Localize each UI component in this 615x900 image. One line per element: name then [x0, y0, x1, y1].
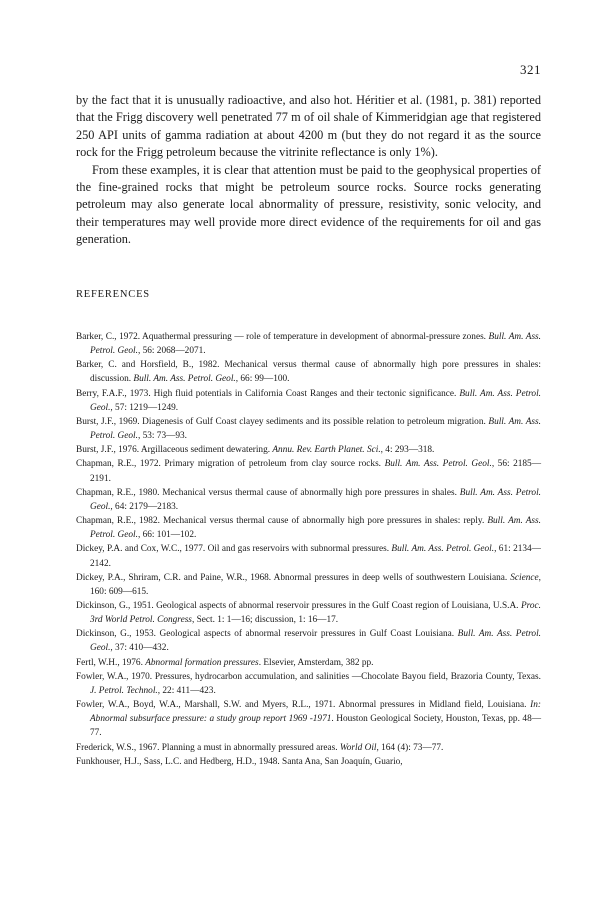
- reference-entry: [76, 755, 541, 769]
- reference-text: , 64: 2179—2183.: [110, 501, 179, 512]
- reference-text: , 37: 410—432.: [110, 643, 169, 654]
- reference-text: Chapman, R.E., 1972. Primary migration of petroleum from clay source rocks.: [76, 459, 385, 470]
- reference-entry: [76, 656, 541, 670]
- reference-text: , 66: 99—100.: [235, 374, 290, 385]
- reference-entry: [76, 741, 541, 755]
- reference-source: Bull. Am. Ass. Petrol. Geol.: [90, 487, 541, 512]
- reference-entry: [76, 571, 541, 599]
- reference-text: Fowler, W.A., Boyd, W.A., Marshall, S.W. and Myers, R.L., 1971. Abnormal pressures in Midland field, Louisiana.: [76, 700, 531, 711]
- reference-text: , 4: 293—318.: [380, 445, 435, 456]
- reference-text: Frederick, W.S., 1967. Planning a must in abnormally pressured areas.: [76, 742, 340, 753]
- reference-entry: [76, 542, 541, 570]
- reference-text: , 56: 2068—2071.: [137, 346, 206, 357]
- reference-entry: [76, 443, 541, 457]
- reference-source: Bull. Am. Ass. Petrol. Geol.: [384, 459, 492, 470]
- reference-entry: [76, 387, 541, 415]
- reference-text: Berry, F.A.F., 1973. High fluid potentials in California Coast Ranges and their tectonic significance.: [76, 388, 460, 399]
- body-text: [76, 92, 541, 249]
- reference-text: Burst, J.F., 1976. Argillaceous sediment dewatering.: [76, 445, 273, 456]
- references-heading: REFERENCES: [76, 289, 150, 300]
- reference-entry: [76, 698, 541, 740]
- reference-source: Bull. Am. Ass. Petrol. Geol.: [90, 416, 541, 442]
- reference-text: , 164 (4): 73—77.: [376, 742, 444, 753]
- reference-text: , 57: 1219—1249.: [110, 402, 179, 413]
- reference-source: Annu. Rev. Earth Planet. Sci.: [272, 445, 381, 456]
- reference-entry: [76, 486, 541, 514]
- reference-text: , 53: 73—93.: [137, 431, 188, 442]
- reference-text: Dickey, P.A., Shriram, C.R. and Paine, W.R., 1968. Abnormal pressures in deep wells of southwestern Louisiana.: [76, 572, 511, 583]
- reference-text: Fertl, W.H., 1976.: [76, 657, 146, 668]
- reference-text: , Sect. 1: 1—16; discussion, 1: 16—17.: [191, 615, 339, 626]
- reference-text: Burst, J.F., 1969. Diagenesis of Gulf Coast clayey sediments and its possible relation to petroleum migration.: [76, 416, 489, 427]
- reference-text: Dickinson, G., 1951. Geological aspects of abnormal reservoir pressures in the Gulf Coast region of Louisiana, U.S.A.: [76, 600, 521, 611]
- reference-source: Science: [510, 572, 539, 583]
- reference-source: J. Petrol. Technol.: [90, 685, 158, 696]
- reference-entry: [76, 599, 541, 627]
- reference-text: . Elsevier, Amsterdam, 382 pp.: [258, 657, 374, 668]
- references-list: [76, 330, 541, 769]
- paragraph: by the fact that it is unusually radioactive, and also hot. Héritier et al. (1981, p. 381) reported that the Frigg discovery well penetrated 77 m of oil shale of Kimmeridgian age that registered 250 API units of gamma radiation at about 4200 m (but they do not regard it as the source rock for the Frigg petroleum because the vitrinite reflectance is only 1%).: [76, 93, 541, 160]
- reference-entry: [76, 330, 541, 358]
- reference-text: , 22: 411—423.: [157, 685, 216, 696]
- reference-text: Barker, C., 1972. Aquathermal pressuring — role of temperature in development of abnormal-pressure zones.: [76, 332, 489, 342]
- reference-text: Chapman, R.E., 1982. Mechanical versus thermal cause of abnormally high pore pressures in shales: reply.: [76, 516, 488, 527]
- reference-source: World Oil: [339, 742, 377, 753]
- reference-text: Barker, C. and Horsfield, B., 1982. Mechanical versus thermal cause of abnormally high pore pressures in shales: discussion.: [76, 360, 541, 385]
- reference-source: Abnormal formation pressures: [145, 657, 259, 668]
- reference-source: Bull. Am. Ass. Petrol. Geol.: [90, 332, 541, 357]
- page-number: 321: [520, 62, 541, 77]
- reference-entry: [76, 358, 541, 386]
- reference-text: , 56: 2185—2191.: [90, 459, 542, 484]
- reference-source: Bull. Am. Ass. Petrol. Geol.: [391, 544, 495, 555]
- reference-text: , 66: 101—102.: [137, 530, 197, 541]
- reference-text: Dickey, P.A. and Cox, W.C., 1977. Oil and gas reservoirs with subnormal pressures.: [76, 544, 392, 555]
- reference-entry: [76, 457, 541, 485]
- reference-text: Chapman, R.E., 1980. Mechanical versus thermal cause of abnormally high pore pressures in shales.: [76, 487, 460, 498]
- reference-source: Bull. Am. Ass. Petrol. Geol.: [133, 374, 236, 385]
- reference-source: Bull. Am. Ass. Petrol. Geol.: [90, 516, 541, 541]
- paragraph: From these examples, it is clear that attention must be paid to the geophysical properties of the fine-grained rocks that might be petroleum source rocks. Source rocks generating petroleum may also generate local abnormality of pressure, resistivity, sonic velocity, and their temperatures may well provide more direct evidence of the requirements for oil and gas generation.: [76, 162, 541, 247]
- reference-text: Dickinson, G., 1953. Geological aspects of abnormal reservoir pressures in Gulf Coast Louisiana.: [76, 629, 458, 640]
- reference-entry: [76, 415, 541, 443]
- reference-text: Fowler, W.A., 1970. Pressures, hydrocarbon accumulation, and salinities —Chocolate Bayou field, Brazoria County, Texas.: [76, 671, 541, 682]
- reference-source: Bull. Am. Ass. Petrol. Geol.: [90, 388, 541, 413]
- reference-text: , 160: 609—615.: [90, 572, 541, 597]
- reference-source: In: Abnormal subsurface pressure: a study group report 1969 -1971: [90, 700, 541, 725]
- reference-entry: [76, 670, 541, 698]
- reference-text: . Houston Geological Society, Houston, Texas, pp. 48—77.: [90, 714, 542, 739]
- reference-entry: [76, 514, 541, 542]
- reference-text: Funkhouser, H.J., Sass, L.C. and Hedberg, H.D., 1948. Santa Ana, San Joaquín, Guario,: [76, 756, 403, 767]
- reference-entry: [76, 627, 541, 655]
- reference-source: Proc. 3rd World Petrol. Congress: [90, 600, 541, 626]
- reference-source: Bull. Am. Ass. Petrol. Geol.: [90, 629, 541, 654]
- reference-text: , 61: 2134—2142.: [90, 544, 541, 569]
